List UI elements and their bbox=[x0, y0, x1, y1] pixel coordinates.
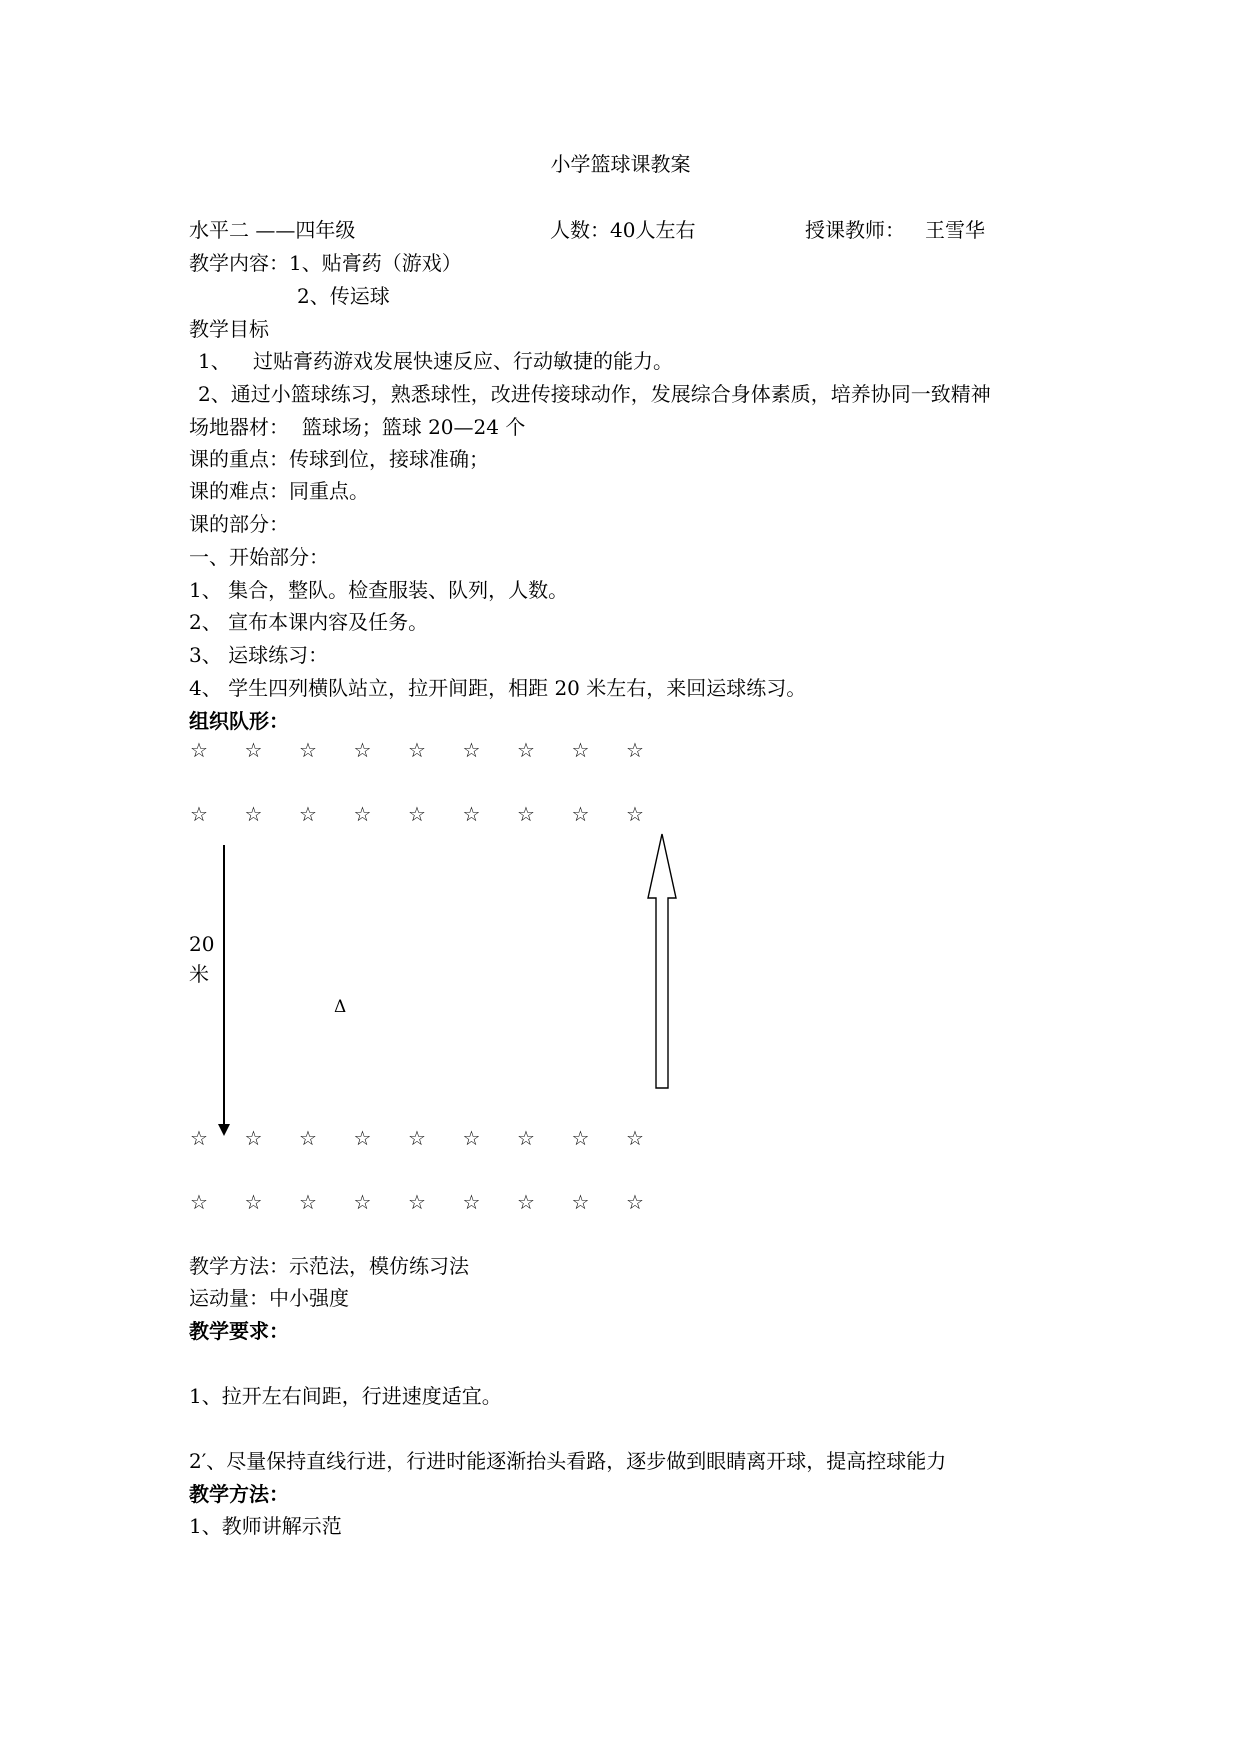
student-star: ☆ bbox=[408, 738, 426, 762]
teaching-method: 教学方法：示范法，模仿练习法 bbox=[189, 1254, 469, 1278]
student-star: ☆ bbox=[408, 1190, 426, 1214]
method-1: 1、教师讲解示范 bbox=[189, 1514, 342, 1538]
student-star: ☆ bbox=[517, 1126, 535, 1150]
student-star: ☆ bbox=[190, 1126, 208, 1150]
formation-heading: 组织队形： bbox=[189, 709, 289, 733]
distance-arrowhead bbox=[218, 1124, 230, 1136]
content-line-1: 教学内容：1、贴膏药（游戏） bbox=[189, 251, 462, 275]
methods-heading: 教学方法： bbox=[189, 1482, 289, 1506]
student-star: ☆ bbox=[626, 802, 644, 826]
student-star: ☆ bbox=[626, 1190, 644, 1214]
student-count: 人数：40人左右 bbox=[550, 218, 696, 242]
content-line-2: 2、传运球 bbox=[297, 284, 390, 308]
student-star: ☆ bbox=[299, 1126, 317, 1150]
equipment: 场地器材： 篮球场；篮球 20—24 个 bbox=[189, 415, 526, 439]
student-star: ☆ bbox=[462, 738, 481, 762]
student-star: ☆ bbox=[571, 1190, 590, 1214]
teacher-marker: Δ bbox=[334, 997, 347, 1017]
objectives-heading: 教学目标 bbox=[189, 317, 269, 341]
student-star: ☆ bbox=[626, 738, 644, 762]
objective-1-number: 1、 bbox=[198, 349, 231, 373]
student-star: ☆ bbox=[408, 802, 426, 826]
requirement-2: 2′、尽量保持直线行进，行进时能逐渐抬头看路，逐步做到眼睛离开球，提高控球能力 bbox=[189, 1449, 947, 1473]
student-star: ☆ bbox=[517, 802, 535, 826]
student-star: ☆ bbox=[517, 738, 535, 762]
student-star: ☆ bbox=[626, 1126, 644, 1150]
student-star: ☆ bbox=[571, 802, 590, 826]
key-point: 课的重点：传球到位，接球准确； bbox=[189, 447, 489, 471]
step-1: 1、 集合，整队。检查服装、队列，人数。 bbox=[189, 578, 569, 602]
teacher-label: 授课教师： bbox=[805, 218, 905, 242]
page-title: 小学篮球课教案 bbox=[550, 152, 691, 176]
student-star: ☆ bbox=[571, 738, 590, 762]
return-direction-arrow bbox=[648, 834, 676, 1088]
section-1-heading: 一、开始部分： bbox=[189, 545, 329, 569]
step-4: 4、 学生四列横队站立，拉开间距，相距 20 米左右，来回运球练习。 bbox=[189, 676, 807, 700]
teacher-name: 王雪华 bbox=[925, 218, 985, 242]
student-star: ☆ bbox=[299, 802, 317, 826]
student-star: ☆ bbox=[353, 1190, 372, 1214]
student-star: ☆ bbox=[353, 738, 372, 762]
student-star: ☆ bbox=[244, 802, 263, 826]
student-star: ☆ bbox=[299, 1190, 317, 1214]
distance-unit: 米 bbox=[189, 962, 209, 986]
requirement-1: 1、拉开左右间距，行进速度适宜。 bbox=[189, 1384, 502, 1408]
student-star: ☆ bbox=[353, 802, 372, 826]
student-star: ☆ bbox=[190, 738, 208, 762]
student-star: ☆ bbox=[299, 738, 317, 762]
step-3: 3、 运球练习： bbox=[189, 643, 329, 667]
distance-number: 20 bbox=[189, 932, 215, 956]
student-star: ☆ bbox=[517, 1190, 535, 1214]
exercise-load: 运动量：中小强度 bbox=[189, 1286, 349, 1310]
student-star: ☆ bbox=[244, 738, 263, 762]
level-grade: 水平二 ——四年级 bbox=[189, 218, 356, 242]
student-star: ☆ bbox=[462, 1190, 481, 1214]
step-2: 2、 宣布本课内容及任务。 bbox=[189, 610, 429, 634]
student-star: ☆ bbox=[408, 1126, 426, 1150]
student-star: ☆ bbox=[190, 802, 208, 826]
difficulty: 课的难点：同重点。 bbox=[189, 479, 369, 503]
student-star: ☆ bbox=[571, 1126, 590, 1150]
requirements-heading: 教学要求： bbox=[189, 1319, 289, 1343]
student-star: ☆ bbox=[190, 1190, 208, 1214]
objective-2: 2、通过小篮球练习，熟悉球性，改进传接球动作，发展综合身体素质，培养协同一致精神 bbox=[198, 382, 991, 406]
student-star: ☆ bbox=[244, 1190, 263, 1214]
objective-1-text: 过贴膏药游戏发展快速反应、行动敏捷的能力。 bbox=[253, 349, 673, 373]
student-star: ☆ bbox=[353, 1126, 372, 1150]
parts-heading: 课的部分： bbox=[189, 512, 289, 536]
student-star: ☆ bbox=[462, 802, 481, 826]
student-star: ☆ bbox=[244, 1126, 263, 1150]
student-star: ☆ bbox=[462, 1126, 481, 1150]
